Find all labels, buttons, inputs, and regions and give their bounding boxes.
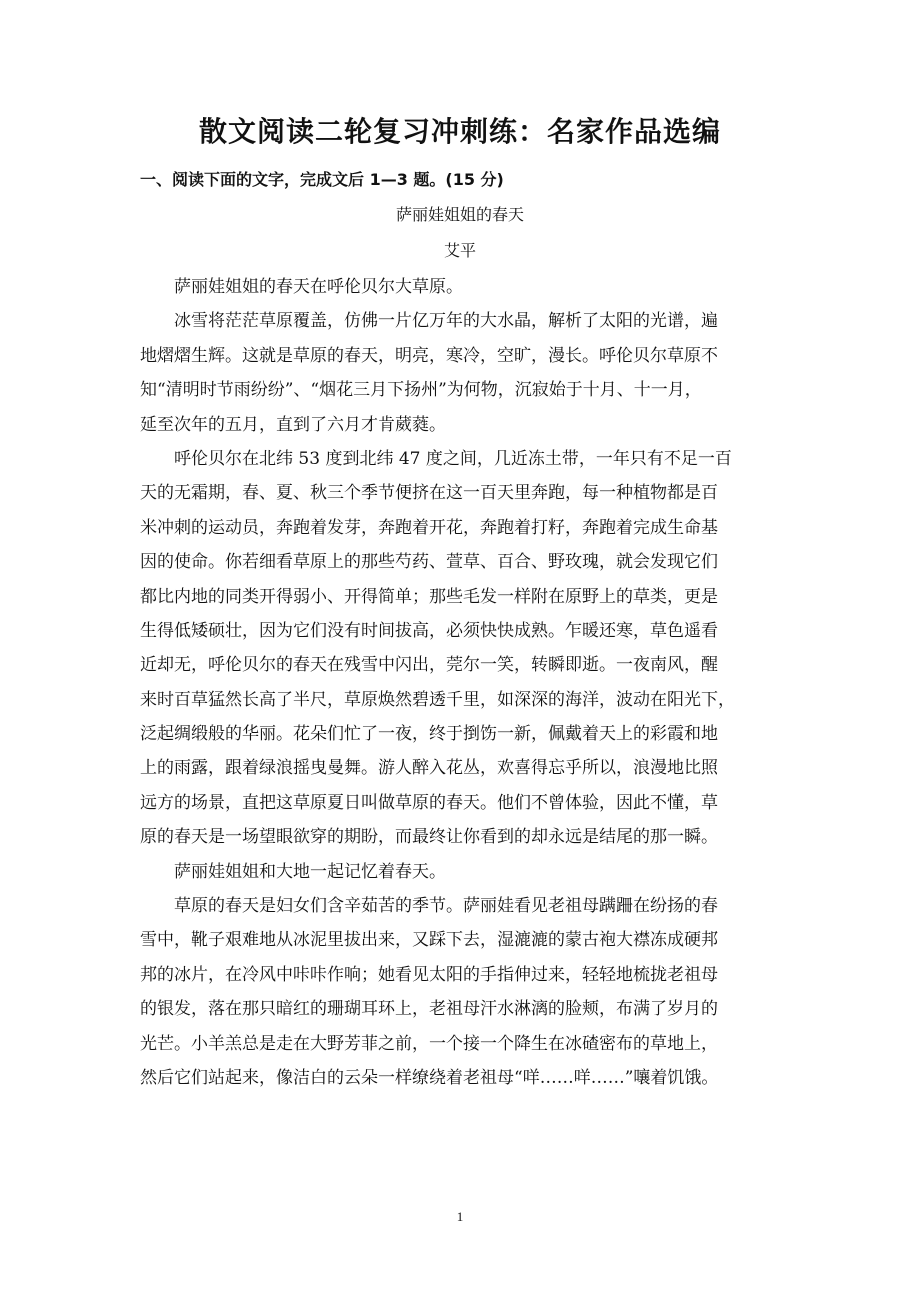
paragraph-line: 原的春天是一场望眼欲穿的期盼，而最终让你看到的却永远是结尾的那一瞬。 [140, 827, 718, 848]
paragraph-2 [140, 304, 780, 442]
paragraph-line: 光芒。小羊羔总是走在大野芳菲之前，一个接一个降生在冰碴密布的草地上， [140, 1033, 718, 1054]
paragraph-4 [140, 855, 780, 889]
paragraph-line: 呼伦贝尔在北纬 53 度到北纬 47 度之间，几近冻土带，一年只有不足一百 [174, 448, 732, 469]
article-author: 艾平 [443, 241, 476, 260]
article-body [140, 270, 780, 1095]
paragraph-3 [140, 442, 780, 855]
paragraph-line: 米冲刺的运动员，奔跑着发芽，奔跑着开花，奔跑着打籽，奔跑着完成生命基 [140, 517, 718, 538]
paragraph-line: 延至次年的五月，直到了六月才肯葳蕤。 [140, 414, 446, 435]
paragraph-line: 然后它们站起来，像洁白的云朵一样缭绕着老祖母“咩……咩……”嚷着饥饿。 [140, 1067, 719, 1088]
paragraph-line: 泛起绸缎般的华丽。花朵们忙了一夜，终于捯饬一新，佩戴着天上的彩霞和地 [140, 724, 718, 745]
page-number: 1 [456, 1209, 464, 1224]
paragraph-line: 近却无，呼伦贝尔的春天在残雪中闪出，莞尔一笑，转瞬即逝。一夜南风，醒 [140, 655, 718, 676]
paragraph-line: 萨丽娃姐姐和大地一起记忆着春天。 [174, 861, 446, 882]
paragraph-line: 地熠熠生辉。这就是草原的春天，明亮，寒冷，空旷，漫长。呼伦贝尔草原不 [140, 345, 718, 366]
paragraph-line: 因的使命。你若细看草原上的那些芍药、萱草、百合、野玫瑰，就会发现它们 [140, 552, 718, 573]
paragraph-line: 来时百草猛然长高了半尺，草原焕然碧透千里，如深深的海洋，波动在阳光下， [140, 689, 735, 710]
paragraph-line: 上的雨露，跟着绿浪摇曳曼舞。游人醉入花丛，欢喜得忘乎所以，浪漫地比照 [140, 758, 718, 779]
paragraph-line: 冰雪将茫茫草原覆盖，仿佛一片亿万年的大水晶，解析了太阳的光谱，遍 [174, 311, 718, 332]
article-title: 萨丽娃姐姐的春天 [395, 205, 524, 224]
paragraph-line: 萨丽娃姐姐的春天在呼伦贝尔大草原。 [174, 277, 463, 297]
document-title: 散文阅读二轮复习冲刺练：名家作品选编 [198, 115, 721, 148]
paragraph-1 [140, 270, 780, 304]
paragraph-line: 远方的场景，直把这草原夏日叫做草原的春天。他们不曾体验，因此不懂，草 [140, 792, 718, 813]
paragraph-line: 生得低矮硕壮，因为它们没有时间拔高，必须快快成熟。乍暖还寒，草色遥看 [140, 620, 718, 641]
paragraph-line: 知“清明时节雨纷纷”、“烟花三月下扬州”为何物，沉寂始于十月、十一月， [140, 380, 702, 401]
paragraph-line: 雪中，靴子艰难地从冰泥里拔出来，又踩下去，湿漉漉的蒙古袍大襟冻成硬邦 [140, 930, 718, 951]
paragraph-line: 天的无霜期，春、夏、秋三个季节便挤在这一百天里奔跑，每一种植物都是百 [140, 483, 718, 504]
question-heading: 一、阅读下面的文字，完成文后 1—3 题。(15 分) [140, 170, 504, 189]
paragraph-line: 草原的春天是妇女们含辛茹苦的季节。萨丽娃看见老祖母蹒跚在纷扬的春 [174, 896, 718, 917]
paragraph-line: 都比内地的同类开得弱小、开得简单；那些毛发一样附在原野上的草类，更是 [140, 586, 718, 607]
paragraph-line: 的银发，落在那只暗红的珊瑚耳环上，老祖母汗水淋漓的脸颊，布满了岁月的 [140, 999, 718, 1020]
paragraph-line: 邦的冰片，在冷风中咔咔作响；她看见太阳的手指伸过来，轻轻地梳拢老祖母 [140, 964, 718, 985]
paragraph-5 [140, 889, 780, 1095]
